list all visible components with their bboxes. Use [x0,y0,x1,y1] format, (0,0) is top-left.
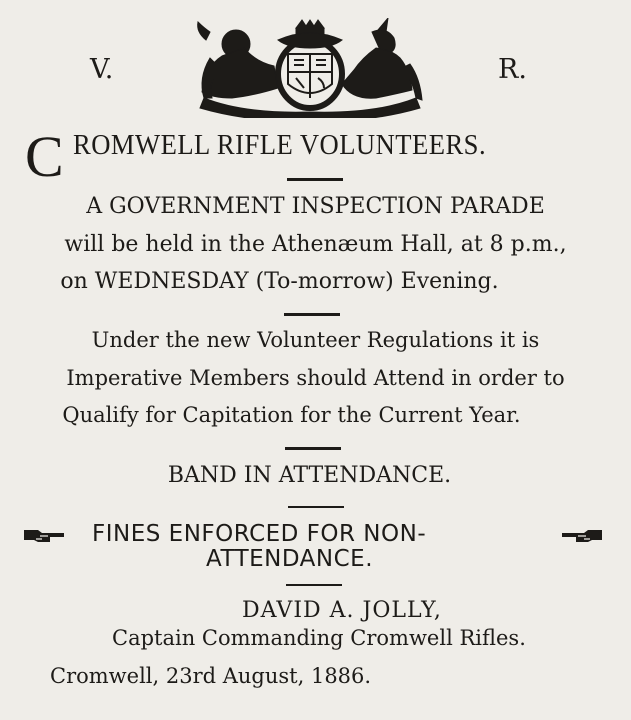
title-initial: C [25,124,64,189]
fines-line-1: FINES ENFORCED FOR NON- [92,521,427,547]
header-letter-v: V. [90,54,114,85]
regulation-line-3: Qualify for Capitation for the Current Year. [62,403,521,427]
parade-heading: A GOVERNMENT INSPECTION PARADE [86,194,545,219]
divider [285,447,341,450]
title-text: ROMWELL RIFLE VOLUNTEERS. [73,130,487,161]
pointing-hand-icon [560,528,604,544]
regulation-line-2: Imperative Members should Attend in order to [66,366,565,390]
regulation-line-1: Under the new Volunteer Regulations it is [91,328,540,352]
signatory-name: DAVID A. JOLLY, [242,598,442,623]
header-letter-r: R. [498,54,527,85]
divider [286,584,342,586]
divider [287,178,343,181]
parade-date-line: on WEDNESDAY (To-morrow) Evening. [60,269,499,294]
divider [284,313,340,316]
pointing-hand-icon [22,528,66,544]
signatory-role: Captain Commanding Cromwell Rifles. [112,626,526,650]
divider [288,506,344,508]
band-notice: BAND IN ATTENDANCE. [167,463,452,488]
royal-coat-of-arms-icon [192,18,428,118]
dateline: Cromwell, 23rd August, 1886. [50,664,372,688]
notice-title [25,124,615,192]
parade-details-line: will be held in the Athenæum Hall, at 8 p.m., [64,232,567,257]
fines-line-2: ATTENDANCE. [206,546,374,572]
